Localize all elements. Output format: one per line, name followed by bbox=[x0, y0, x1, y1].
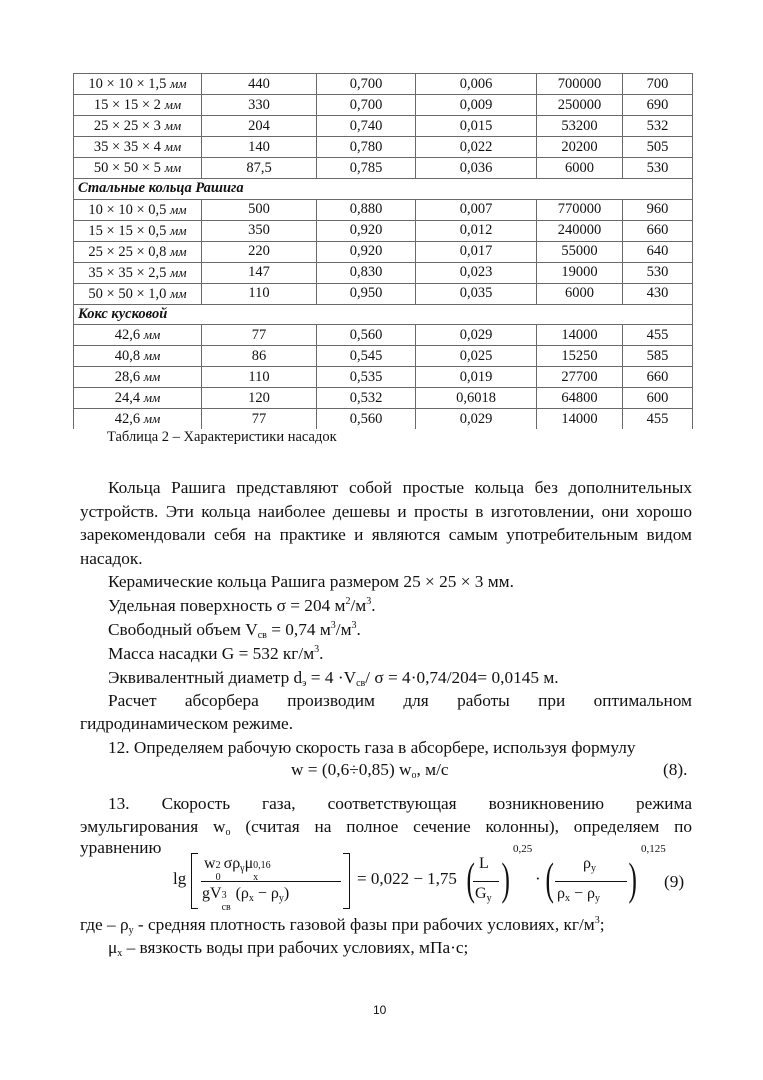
value-cell: 0,780 bbox=[317, 137, 416, 158]
value-cell: 0,036 bbox=[416, 158, 537, 179]
size-cell: 24,4 мм bbox=[74, 388, 202, 409]
value-cell: 0,025 bbox=[416, 346, 537, 367]
value-cell: 585 bbox=[623, 346, 693, 367]
size-cell: 15 × 15 × 2 мм bbox=[74, 95, 202, 116]
value-cell: 440 bbox=[202, 74, 317, 95]
specific-surface-line: Удельная поверхность σ = 204 $м^2/м^3$. bbox=[108, 596, 376, 615]
value-cell: 0,007 bbox=[416, 199, 537, 220]
equation-8-number: (8). bbox=[663, 760, 688, 779]
equivalent-diameter-line: Эквивалентный диаметр $d_э = 4 \cdot V_{св}/$ σ = 4·0,74/204= 0,0145 м. bbox=[108, 668, 559, 689]
value-cell: 350 bbox=[202, 220, 317, 241]
value-cell: 770000 bbox=[537, 199, 623, 220]
table-row bbox=[74, 95, 693, 116]
value-cell: 0,015 bbox=[416, 116, 537, 137]
value-cell: 0,785 bbox=[317, 158, 416, 179]
item-13-line-2: эмульгирования $w_o$ (считая на полное сечение колонны), определяем по bbox=[80, 817, 692, 838]
value-cell: 0,035 bbox=[416, 283, 537, 304]
value-cell: 0,029 bbox=[416, 409, 537, 430]
value-cell: 0,920 bbox=[317, 241, 416, 262]
value-cell: 220 bbox=[202, 241, 317, 262]
value-cell: 0,022 bbox=[416, 137, 537, 158]
value-cell: 532 bbox=[623, 116, 693, 137]
value-cell: 77 bbox=[202, 325, 317, 346]
item-13-line-1: 13. Скорость газа, соответствующая возникновению режима bbox=[108, 794, 692, 813]
value-cell: 600 bbox=[623, 388, 693, 409]
value-cell: 55000 bbox=[537, 241, 623, 262]
table-row bbox=[74, 367, 693, 388]
table-row bbox=[74, 388, 693, 409]
equation-9: lg w 2 0 $\sigma\rho_\gamma\mu$ 0,16 x gV 3 св $(\rho_x - \rho_y)$ = 0,022 − 1,75 ( L $G_y$ ) 0,25 · ( $\rho_y$ $\rho_x - \rho_y$ ) 0,125 bbox=[173, 843, 666, 913]
value-cell: 27700 bbox=[537, 367, 623, 388]
paragraph-text: Кольца Рашига представляют собой простые кольца без дополнительных устройств. Эти кольца наиболее дешевы и просты в изготовлении, они хорошо зарекомендовали себя на практике и являются самым употребительным видом насадок. bbox=[80, 478, 692, 568]
value-cell: 6000 bbox=[537, 158, 623, 179]
item-13-line-3: уравнению bbox=[80, 838, 162, 857]
table-row bbox=[74, 346, 693, 367]
value-cell: 530 bbox=[623, 262, 693, 283]
value-cell: 0,029 bbox=[416, 325, 537, 346]
size-cell: 25 × 25 × 3 мм bbox=[74, 116, 202, 137]
size-cell: 42,6 мм bbox=[74, 325, 202, 346]
value-cell: 250000 bbox=[537, 95, 623, 116]
paragraph-raschig-rings bbox=[80, 476, 692, 570]
value-cell: 0,012 bbox=[416, 220, 537, 241]
table-row bbox=[74, 409, 693, 430]
value-cell: 140 bbox=[202, 137, 317, 158]
value-cell: 0,535 bbox=[317, 367, 416, 388]
packing-characteristics-table bbox=[73, 73, 693, 429]
value-cell: 14000 bbox=[537, 409, 623, 430]
table-row bbox=[74, 74, 693, 95]
value-cell: 0,532 bbox=[317, 388, 416, 409]
size-cell: 10 × 10 × 0,5 мм bbox=[74, 199, 202, 220]
free-volume-line: Свободный объем $V_{св} = 0,74$ $м^3/м^3$. bbox=[108, 620, 361, 641]
table-row bbox=[74, 325, 693, 346]
value-cell: 20200 bbox=[537, 137, 623, 158]
value-cell: 0,6018 bbox=[416, 388, 537, 409]
value-cell: 110 bbox=[202, 367, 317, 388]
size-cell: 25 × 25 × 0,8 мм bbox=[74, 241, 202, 262]
value-cell: 530 bbox=[623, 158, 693, 179]
value-cell: 0,009 bbox=[416, 95, 537, 116]
equation-9-number: (9) bbox=[664, 872, 685, 891]
value-cell: 0,023 bbox=[416, 262, 537, 283]
value-cell: 240000 bbox=[537, 220, 623, 241]
section-label: Стальные кольца Рашига bbox=[74, 179, 693, 200]
table-caption: Таблица 2 – Характеристики насадок bbox=[107, 429, 337, 445]
table-row bbox=[74, 283, 693, 304]
value-cell: 0,880 bbox=[317, 199, 416, 220]
definition-rho-y: где – $\rho_y$ - средняя плотность газовой фазы при рабочих условиях, $кг/м^3$; bbox=[80, 915, 605, 936]
value-cell: 430 bbox=[623, 283, 693, 304]
value-cell: 0,006 bbox=[416, 74, 537, 95]
value-cell: 15250 bbox=[537, 346, 623, 367]
value-cell: 0,017 bbox=[416, 241, 537, 262]
table-row bbox=[74, 116, 693, 137]
value-cell: 64800 bbox=[537, 388, 623, 409]
value-cell: 330 bbox=[202, 95, 317, 116]
calc-line-1: Расчет абсорбера производим для работы при оптимальном bbox=[108, 691, 692, 710]
value-cell: 960 bbox=[623, 199, 693, 220]
value-cell: 660 bbox=[623, 367, 693, 388]
size-cell: 10 × 10 × 1,5 мм bbox=[74, 74, 202, 95]
value-cell: 700 bbox=[623, 74, 693, 95]
size-cell: 28,6 мм bbox=[74, 367, 202, 388]
value-cell: 0,545 bbox=[317, 346, 416, 367]
calc-line-2: гидродинамическом режиме. bbox=[80, 714, 294, 733]
value-cell: 0,920 bbox=[317, 220, 416, 241]
table-row bbox=[74, 220, 693, 241]
value-cell: 455 bbox=[623, 409, 693, 430]
value-cell: 640 bbox=[623, 241, 693, 262]
size-cell: 35 × 35 × 4 мм bbox=[74, 137, 202, 158]
value-cell: 0,019 bbox=[416, 367, 537, 388]
value-cell: 0,700 bbox=[317, 74, 416, 95]
size-cell: 40,8 мм bbox=[74, 346, 202, 367]
page-number: 10 bbox=[373, 1003, 387, 1017]
value-cell: 0,740 bbox=[317, 116, 416, 137]
size-cell: 50 × 50 × 5 мм bbox=[74, 158, 202, 179]
value-cell: 0,560 bbox=[317, 409, 416, 430]
value-cell: 6000 bbox=[537, 283, 623, 304]
value-cell: 0,830 bbox=[317, 262, 416, 283]
table-section-row bbox=[74, 179, 693, 200]
value-cell: 455 bbox=[623, 325, 693, 346]
item-12: 12. Определяем рабочую скорость газа в абсорбере, используя формулу bbox=[108, 738, 636, 757]
size-cell: 42,6 мм bbox=[74, 409, 202, 430]
size-cell: 35 × 35 × 2,5 мм bbox=[74, 262, 202, 283]
value-cell: 505 bbox=[623, 137, 693, 158]
table-section-row bbox=[74, 304, 693, 325]
value-cell: 19000 bbox=[537, 262, 623, 283]
value-cell: 660 bbox=[623, 220, 693, 241]
value-cell: 0,560 bbox=[317, 325, 416, 346]
ceramic-rings-line: Керамические кольца Рашига размером 25 × 25 × 3 мм. bbox=[108, 572, 514, 591]
value-cell: 0,950 bbox=[317, 283, 416, 304]
value-cell: 500 bbox=[202, 199, 317, 220]
value-cell: 77 bbox=[202, 409, 317, 430]
table-row bbox=[74, 199, 693, 220]
value-cell: 147 bbox=[202, 262, 317, 283]
value-cell: 700000 bbox=[537, 74, 623, 95]
value-cell: 14000 bbox=[537, 325, 623, 346]
definition-mu-x: $\mu_x$ – вязкость воды при рабочих условиях, мПа·с; bbox=[108, 938, 469, 959]
packing-mass-line: Масса насадки G = 532 $кг/м^3$. bbox=[108, 644, 324, 663]
table-row bbox=[74, 158, 693, 179]
section-label: Кокс кусковой bbox=[74, 304, 693, 325]
value-cell: 53200 bbox=[537, 116, 623, 137]
value-cell: 0,700 bbox=[317, 95, 416, 116]
equation-8: w = (0,6÷0,85) $w_o$, м/с bbox=[291, 760, 449, 781]
size-cell: 50 × 50 × 1,0 мм bbox=[74, 283, 202, 304]
value-cell: 120 bbox=[202, 388, 317, 409]
value-cell: 110 bbox=[202, 283, 317, 304]
table-row bbox=[74, 241, 693, 262]
table-row bbox=[74, 262, 693, 283]
value-cell: 86 bbox=[202, 346, 317, 367]
value-cell: 204 bbox=[202, 116, 317, 137]
table-row bbox=[74, 137, 693, 158]
value-cell: 87,5 bbox=[202, 158, 317, 179]
value-cell: 690 bbox=[623, 95, 693, 116]
size-cell: 15 × 15 × 0,5 мм bbox=[74, 220, 202, 241]
